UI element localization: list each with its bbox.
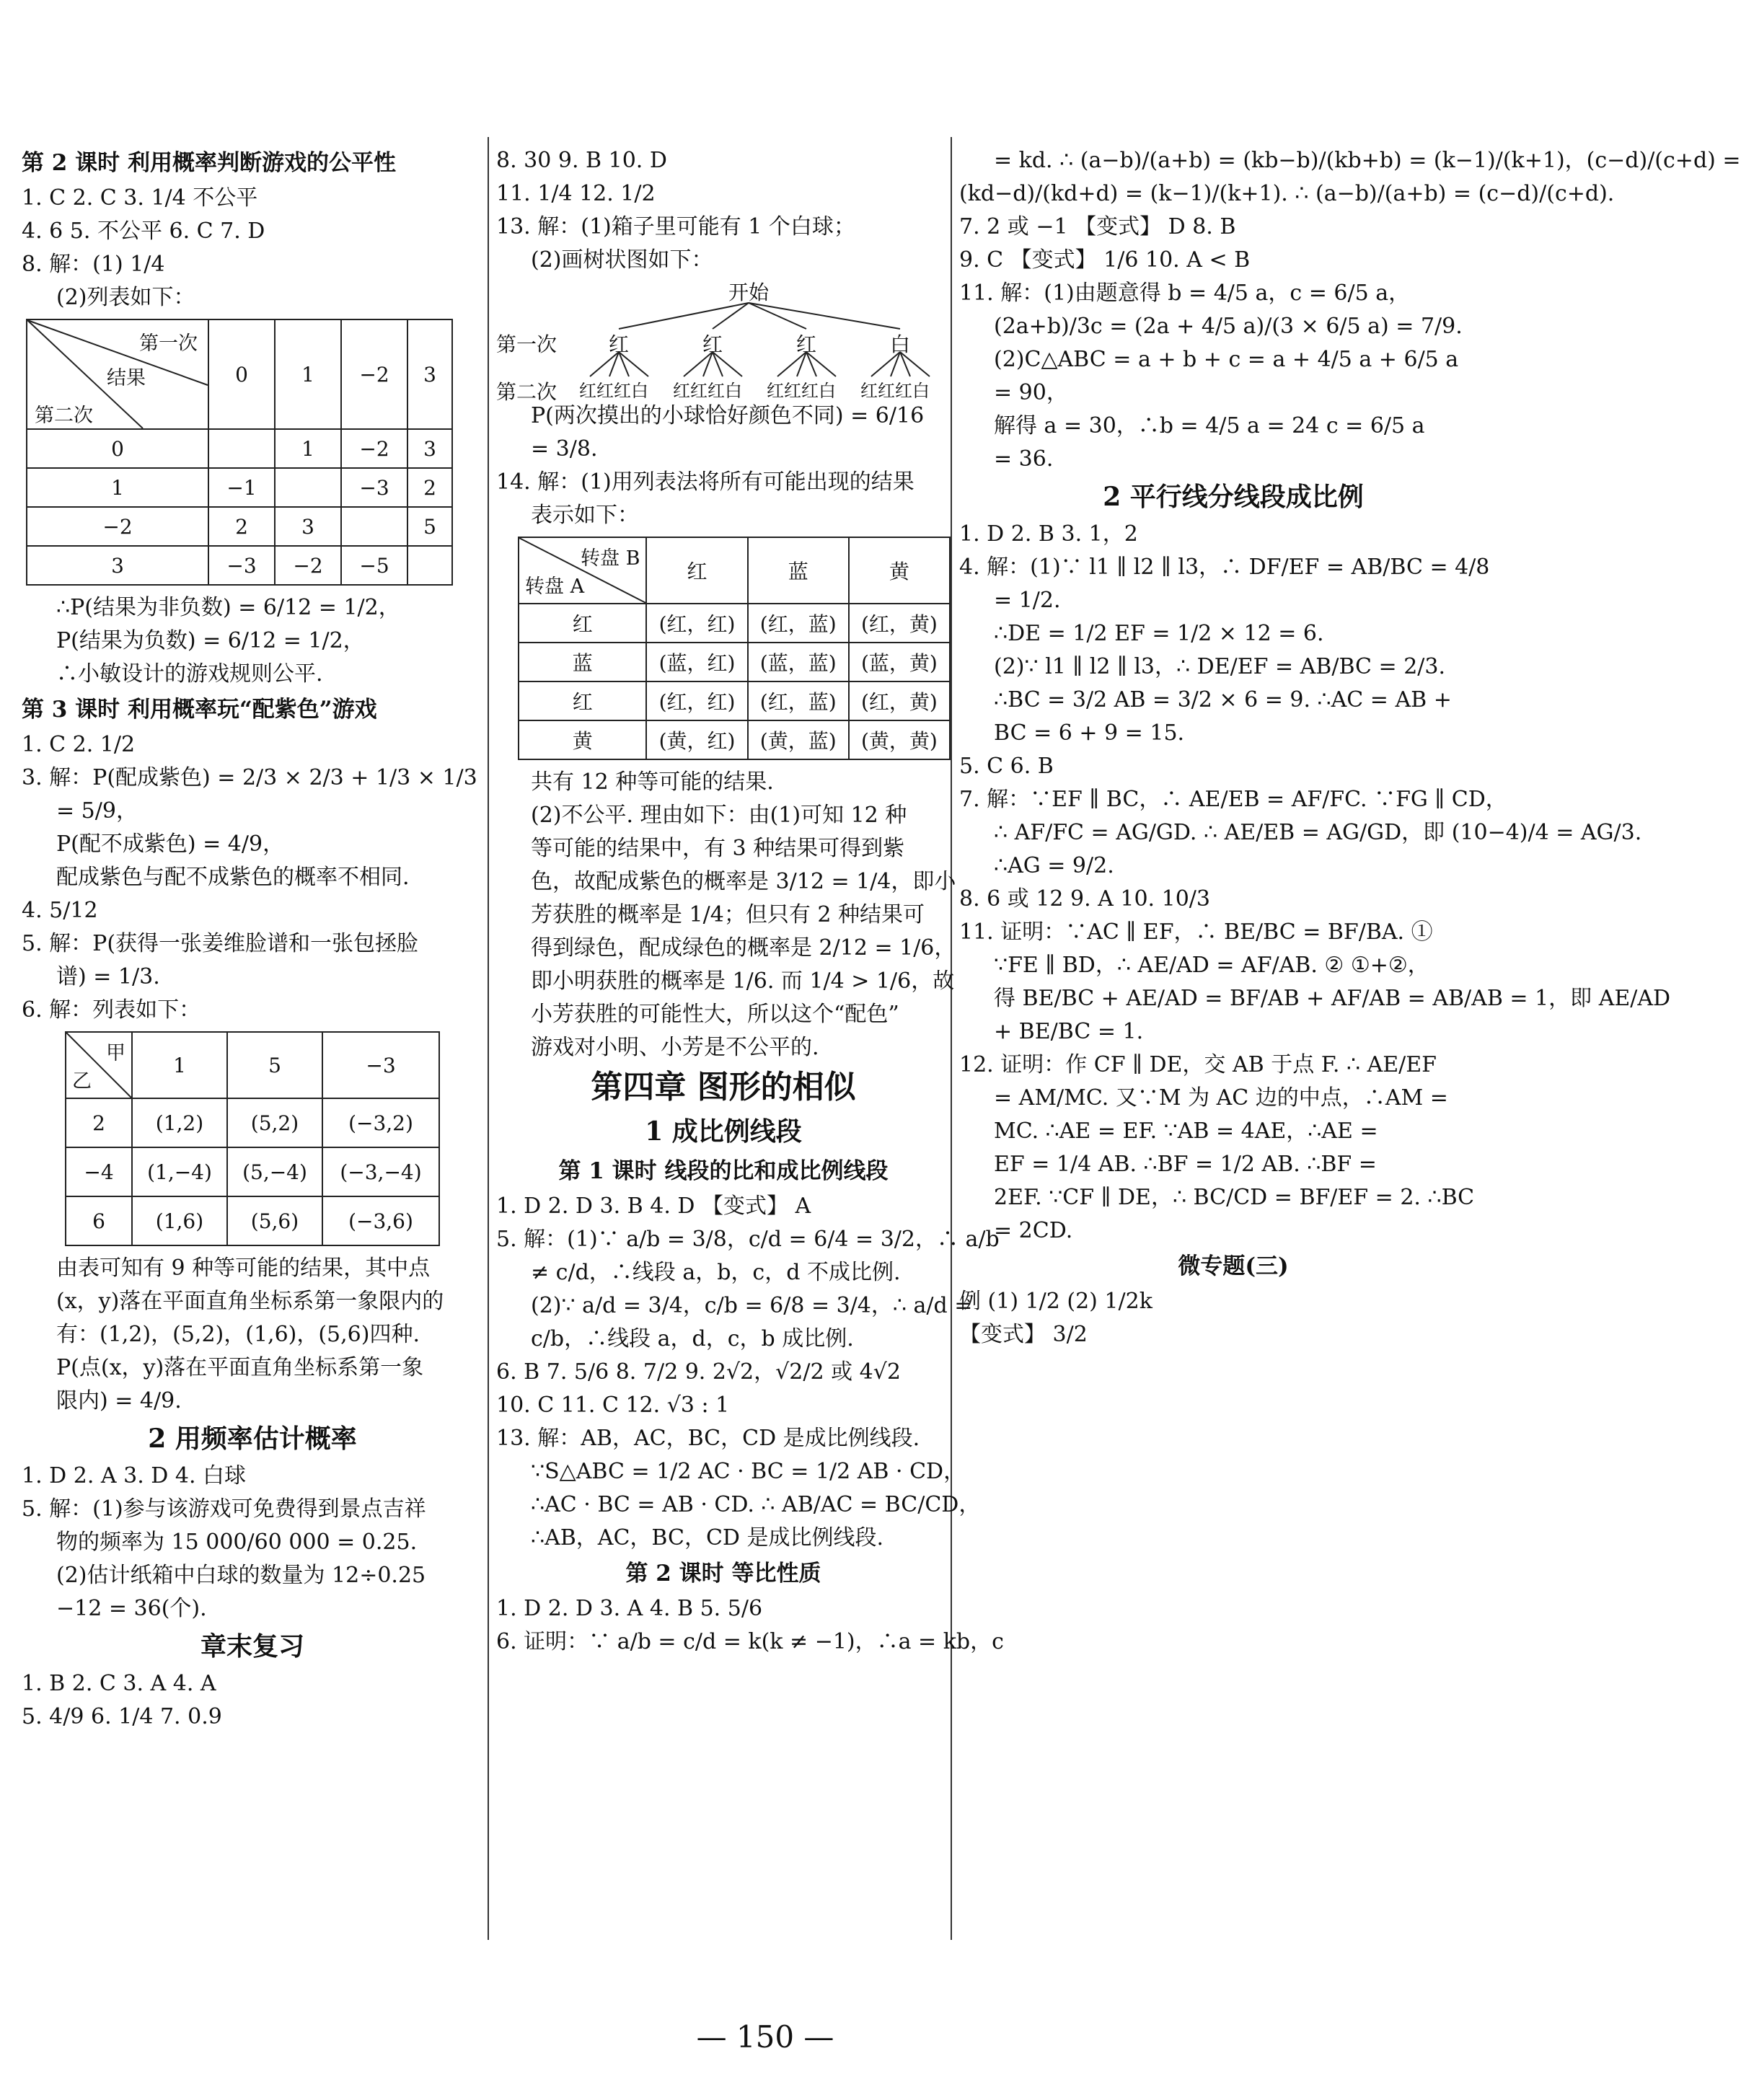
table-cell: (1,−4) bbox=[132, 1147, 227, 1196]
answer-line: 【变式】 3/2 bbox=[959, 1322, 1088, 1347]
answer-line: ∴AC · BC = AB · CD. ∴ AB/AC = BC/CD， bbox=[531, 1492, 981, 1517]
table-cell: −1 bbox=[208, 468, 275, 507]
table-cell: (蓝，蓝) bbox=[748, 643, 849, 681]
column-header: −2 bbox=[341, 319, 407, 429]
section-heading: 章末复习 bbox=[200, 1631, 304, 1662]
table-cell: (黄，黄) bbox=[849, 720, 950, 759]
result-table-2 bbox=[65, 1031, 440, 1246]
row-header: −4 bbox=[66, 1147, 132, 1196]
table-cell: (5,−4) bbox=[227, 1147, 322, 1196]
tree-level-label: 第一次 bbox=[496, 332, 557, 356]
answer-line: ∴BC = 3/2 AB = 3/2 × 6 = 9. ∴AC = AB + bbox=[994, 687, 1452, 712]
section-heading: 2 用频率估计概率 bbox=[148, 1424, 357, 1454]
table-row bbox=[66, 1196, 439, 1245]
table-cell: (−3,−4) bbox=[322, 1147, 439, 1196]
answer-line: 1. D 2. B 3. 1，2 bbox=[959, 521, 1138, 547]
column-header: 蓝 bbox=[748, 537, 849, 604]
section-heading: 第 3 课时 利用概率玩“配紫色”游戏 bbox=[22, 697, 377, 723]
answer-line: ∴P(结果为非负数) = 6/12 = 1/2， bbox=[56, 595, 400, 620]
answer-line: ∴DE = 1/2 EF = 1/2 × 12 = 6. bbox=[994, 621, 1324, 646]
answer-line: 1. C 2. 1/2 bbox=[22, 732, 136, 757]
answer-line: 3. 解：P(配成紫色) = 2/3 × 2/3 + 1/3 × 1/3 bbox=[22, 765, 477, 790]
answer-line: (x，y)落在平面直角坐标系第一象限内的 bbox=[56, 1289, 444, 1314]
table-cell: (红，黄) bbox=[849, 681, 950, 720]
tree-leaves: 红红红白 bbox=[673, 381, 742, 401]
answer-line: = kd. ∴ (a−b)/(a+b) = (kb−b)/(kb+b) = (k−1)/(k+1)，(c−d)/(c+d) = bbox=[994, 148, 1741, 173]
answer-line: 谱) = 1/3. bbox=[56, 964, 160, 989]
table-cell: 3 bbox=[407, 429, 452, 468]
table-cell: (红，黄) bbox=[849, 604, 950, 643]
answer-line: 8. 30 9. B 10. D bbox=[496, 148, 667, 173]
table-cell: (红，蓝) bbox=[748, 604, 849, 643]
answer-line: ∴AG = 9/2. bbox=[994, 853, 1114, 878]
answer-line: 表示如下： bbox=[531, 503, 639, 528]
tree-node: 红 bbox=[702, 332, 723, 356]
answer-line: 物的频率为 15 000/60 000 = 0.25. bbox=[56, 1530, 418, 1555]
table-cell: 3 bbox=[275, 507, 341, 546]
section-heading: 2 平行线分线段成比例 bbox=[1103, 482, 1364, 512]
table-row bbox=[27, 507, 452, 546]
table-cell: (1,2) bbox=[132, 1098, 227, 1147]
row-header: 3 bbox=[27, 546, 208, 585]
section-heading: 第 2 课时 等比性质 bbox=[625, 1561, 821, 1587]
answer-line: 2EF. ∵CF ∥ DE，∴ BC/CD = BF/EF = 2. ∴BC bbox=[994, 1185, 1475, 1210]
row-header: 红 bbox=[519, 604, 646, 643]
answer-line: 限内) = 4/9. bbox=[56, 1388, 182, 1413]
answer-line: 共有 12 种等可能的结果. bbox=[531, 769, 774, 795]
column-header: 0 bbox=[208, 319, 275, 429]
answer-line: = 36. bbox=[994, 446, 1054, 472]
table-row bbox=[66, 1147, 439, 1196]
answer-line: 4. 解：(1)∵ l1 ∥ l2 ∥ l3，∴ DF/EF = AB/BC = 4/8 bbox=[959, 555, 1490, 580]
answer-line: (2a+b)/3c = (2a + 4/5 a)/(3 × 6/5 a) = 7/9. bbox=[994, 314, 1463, 339]
table-cell: −5 bbox=[341, 546, 407, 585]
answer-line: 1. D 2. D 3. A 4. B 5. 5/6 bbox=[496, 1596, 763, 1621]
table-cell: −3 bbox=[208, 546, 275, 585]
answer-line: (2)∵ a/d = 3/4，c/b = 6/8 = 3/4，∴ a/d = bbox=[531, 1293, 973, 1318]
answer-line: 5. C 6. B bbox=[959, 754, 1054, 779]
answer-line: (2)C△ABC = a + b + c = a + 4/5 a + 6/5 a bbox=[994, 347, 1459, 372]
table-cell: −2 bbox=[341, 429, 407, 468]
answer-line: 5. 解：P(获得一张姜维脸谱和一张包拯脸 bbox=[22, 931, 419, 956]
answer-line: 由表可知有 9 种等可能的结果，其中点 bbox=[56, 1256, 431, 1281]
table-cell: (黄，蓝) bbox=[748, 720, 849, 759]
answer-line: 6. 证明：∵ a/b = c/d = k(k ≠ −1)，∴a = kb，c bbox=[496, 1629, 1004, 1654]
table-cell: (5,6) bbox=[227, 1196, 322, 1245]
column-2 bbox=[496, 144, 1004, 1659]
table-row bbox=[27, 546, 452, 585]
table-cell: 1 bbox=[275, 429, 341, 468]
answer-line: 配成紫色与配不成紫色的概率不相同. bbox=[56, 865, 410, 890]
result-table-1 bbox=[26, 319, 453, 586]
answer-line: = 1/2. bbox=[994, 588, 1061, 613]
row-header: 2 bbox=[66, 1098, 132, 1147]
answer-line: (2)∵ l1 ∥ l2 ∥ l3，∴ DE/EF = AB/BC = 2/3. bbox=[994, 654, 1446, 679]
tree-node: 红 bbox=[796, 332, 817, 356]
answer-line: MC. ∴AE = EF. ∵AB = 4AE，∴AE = bbox=[994, 1119, 1378, 1144]
answer-line: 例 (1) 1/2 (2) 1/2k bbox=[959, 1289, 1152, 1314]
table-cell: −3 bbox=[341, 468, 407, 507]
answer-line: ∴AB，AC，BC，CD 是成比例线段. bbox=[531, 1525, 884, 1550]
table-row bbox=[66, 1098, 439, 1147]
table-cell: (−3,6) bbox=[322, 1196, 439, 1245]
table-cell bbox=[208, 429, 275, 468]
row-header: 红 bbox=[519, 681, 646, 720]
section-heading: 1 成比例线段 bbox=[645, 1116, 802, 1147]
table-cell: (1,6) bbox=[132, 1196, 227, 1245]
row-header: 黄 bbox=[519, 720, 646, 759]
table-cell: (红，红) bbox=[646, 681, 747, 720]
chapter-title: 第四章 图形的相似 bbox=[591, 1069, 856, 1106]
answer-line: ≠ c/d，∴线段 a，b，c，d 不成比例. bbox=[531, 1260, 901, 1285]
answer-line: 色，故配成紫色的概率是 3/12 = 1/4，即小 bbox=[531, 869, 956, 894]
tree-leaves: 红红红白 bbox=[767, 381, 836, 401]
answer-line: 12. 证明：作 CF ∥ DE，交 AB 于点 F. ∴ AE/EF bbox=[959, 1052, 1437, 1077]
answer-line: 芳获胜的概率是 1/4；但只有 2 种结果可 bbox=[531, 902, 925, 927]
answer-line: 8. 6 或 12 9. A 10. 10/3 bbox=[959, 886, 1211, 912]
row-header: 0 bbox=[27, 429, 208, 468]
answer-line: ∴小敏设计的游戏规则公平. bbox=[56, 661, 323, 687]
table-cell: (蓝，黄) bbox=[849, 643, 950, 681]
table-cell bbox=[407, 546, 452, 585]
result-table-3 bbox=[518, 537, 951, 760]
answer-line: = 5/9， bbox=[56, 798, 138, 824]
answer-line: = 2CD. bbox=[994, 1218, 1073, 1243]
answer-line: 6. B 7. 5/6 8. 7/2 9. 2√2，√2/2 或 4√2 bbox=[496, 1359, 901, 1385]
row-header: 6 bbox=[66, 1196, 132, 1245]
header-bottom: 乙 bbox=[72, 1070, 92, 1093]
row-header: 蓝 bbox=[519, 643, 646, 681]
answer-line: 5. 解：(1)参与该游戏可免费得到景点吉祥 bbox=[22, 1496, 426, 1522]
column-1 bbox=[22, 144, 483, 1734]
answer-line: + BE/BC = 1. bbox=[994, 1019, 1144, 1044]
answer-line: 11. 1/4 12. 1/2 bbox=[496, 181, 656, 206]
table-cell: 5 bbox=[407, 507, 452, 546]
answer-line: 解得 a = 30，∴b = 4/5 a = 24 c = 6/5 a bbox=[994, 413, 1425, 438]
table-diagonal-header bbox=[27, 319, 208, 429]
answer-line: −12 = 36(个). bbox=[56, 1596, 207, 1621]
answer-line: 等可能的结果中，有 3 种结果可得到紫 bbox=[531, 836, 905, 861]
section-heading: 第 1 课时 线段的比和成比例线段 bbox=[558, 1158, 889, 1184]
answer-line: 1. D 2. D 3. B 4. D 【变式】 A bbox=[496, 1194, 811, 1219]
answer-line: P(点(x，y)落在平面直角坐标系第一象 bbox=[56, 1355, 424, 1380]
answer-line: 14. 解：(1)用列表法将所有可能出现的结果 bbox=[496, 469, 914, 495]
table-cell: (5,2) bbox=[227, 1098, 322, 1147]
table-cell: (红，红) bbox=[646, 604, 747, 643]
table-row bbox=[519, 643, 950, 681]
answer-line: 11. 证明：∵AC ∥ EF，∴ BE/BC = BF/BA. ① bbox=[959, 919, 1433, 945]
page-number: — 150 — bbox=[696, 2019, 834, 2055]
answer-line: 即小明获胜的概率是 1/6. 而 1/4 > 1/6，故 bbox=[531, 969, 955, 994]
answer-line: 11. 解：(1)由题意得 b = 4/5 a，c = 6/5 a， bbox=[959, 281, 1411, 306]
header-mid: 结果 bbox=[107, 367, 146, 389]
table-row bbox=[519, 604, 950, 643]
answer-line: 小芳获胜的可能性大，所以这个“配色” bbox=[531, 1002, 899, 1027]
answer-line: c/b，∴线段 a，d，c，b 成比例. bbox=[531, 1326, 854, 1351]
table-cell: (黄，红) bbox=[646, 720, 747, 759]
answer-line: = 90， bbox=[994, 380, 1068, 405]
answer-line: (2)画树状图如下： bbox=[531, 247, 713, 273]
answer-line: BC = 6 + 9 = 15. bbox=[994, 720, 1185, 746]
answer-line: 9. C 【变式】 1/6 10. A < B bbox=[959, 247, 1251, 273]
header-bottom: 第二次 bbox=[35, 405, 93, 427]
answer-line: ∵FE ∥ BD，∴ AE/AD = AF/AB. ② ①+②， bbox=[994, 953, 1429, 978]
column-header: 5 bbox=[227, 1032, 322, 1098]
answer-line: 10. C 11. C 12. √3 : 1 bbox=[496, 1393, 730, 1418]
header-top: 转盘 B bbox=[581, 547, 640, 570]
tree-leaves: 红红红白 bbox=[860, 381, 930, 401]
answer-line: 4. 6 5. 不公平 6. C 7. D bbox=[22, 219, 265, 244]
answer-line: = AM/MC. 又∵M 为 AC 边的中点，∴AM = bbox=[994, 1085, 1448, 1111]
tree-level-label: 第二次 bbox=[496, 380, 557, 404]
table-cell: (蓝，红) bbox=[646, 643, 747, 681]
column-divider-left bbox=[488, 137, 489, 1940]
answer-line: 8. 解：(1) 1/4 bbox=[22, 252, 165, 277]
header-top: 第一次 bbox=[139, 332, 198, 355]
answer-line: 7. 2 或 −1 【变式】 D 8. B bbox=[959, 214, 1236, 239]
answer-line: P(结果为负数) = 6/12 = 1/2， bbox=[56, 628, 365, 653]
answer-line: (2)不公平. 理由如下：由(1)可知 12 种 bbox=[531, 803, 907, 828]
answer-line: EF = 1/4 AB. ∴BF = 1/2 AB. ∴BF = bbox=[994, 1152, 1377, 1177]
table-row bbox=[519, 681, 950, 720]
tree-diagram bbox=[496, 277, 951, 404]
answer-line: 得到绿色，配成绿色的概率是 2/12 = 1/6， bbox=[531, 935, 956, 961]
table-diagonal-header bbox=[519, 537, 646, 604]
table-row bbox=[27, 468, 452, 507]
answer-line: 1. D 2. A 3. D 4. 白球 bbox=[22, 1463, 247, 1488]
table-row bbox=[519, 720, 950, 759]
table-cell: 2 bbox=[407, 468, 452, 507]
answer-line: (kd−d)/(kd+d) = (k−1)/(k+1). ∴ (a−b)/(a+b) = (c−d)/(c+d). bbox=[959, 181, 1615, 206]
table-cell: (红，蓝) bbox=[748, 681, 849, 720]
table-diagonal-header bbox=[66, 1032, 132, 1098]
answer-line: 5. 解：(1)∵ a/b = 3/8，c/d = 6/4 = 3/2，∴ a/b bbox=[496, 1227, 1000, 1252]
answer-line: ∴ AF/FC = AG/GD. ∴ AE/EB = AG/GD，即 (10−4)/4 = AG/3. bbox=[994, 820, 1642, 845]
column-3 bbox=[959, 144, 1741, 1351]
column-header: 1 bbox=[132, 1032, 227, 1098]
answer-line: 游戏对小明、小芳是不公平的. bbox=[531, 1035, 819, 1060]
tree-node: 红 bbox=[609, 332, 630, 356]
table-row bbox=[27, 429, 452, 468]
tree-leaves: 红红红白 bbox=[579, 381, 648, 401]
row-header: −2 bbox=[27, 507, 208, 546]
section-heading: 微专题(三) bbox=[1178, 1253, 1289, 1279]
table-cell: −2 bbox=[275, 546, 341, 585]
answer-line: 1. C 2. C 3. 1/4 不公平 bbox=[22, 185, 258, 211]
answer-line: 得 BE/BC + AE/AD = BF/AB + AF/AB = AB/AB = 1，即 AE/AD bbox=[994, 986, 1671, 1011]
answer-line: (2)列表如下： bbox=[56, 285, 195, 310]
answer-line: = 3/8. bbox=[531, 436, 598, 462]
header-top: 甲 bbox=[106, 1042, 125, 1064]
table-cell bbox=[275, 468, 341, 507]
table-cell: 2 bbox=[208, 507, 275, 546]
table-cell bbox=[341, 507, 407, 546]
answer-line: 1. B 2. C 3. A 4. A bbox=[22, 1671, 216, 1696]
section-heading: 第 2 课时 利用概率判断游戏的公平性 bbox=[22, 150, 396, 176]
row-header: 1 bbox=[27, 468, 208, 507]
answer-line: P(两次摸出的小球恰好颜色不同) = 6/16 bbox=[531, 403, 925, 428]
answer-line: 13. 解：(1)箱子里可能有 1 个白球； bbox=[496, 214, 855, 239]
answer-line: 4. 5/12 bbox=[22, 898, 98, 923]
column-divider-right bbox=[951, 137, 952, 1940]
tree-node: 白 bbox=[890, 332, 911, 356]
answer-line: 5. 4/9 6. 1/4 7. 0.9 bbox=[22, 1704, 222, 1729]
answer-line: P(配不成紫色) = 4/9， bbox=[56, 831, 285, 857]
answer-line: 13. 解：AB，AC，BC，CD 是成比例线段. bbox=[496, 1426, 920, 1451]
answer-line: (2)估计纸箱中白球的数量为 12÷0.25 bbox=[56, 1563, 426, 1588]
column-header: 黄 bbox=[849, 537, 950, 604]
answer-line: 6. 解：列表如下： bbox=[22, 997, 201, 1023]
answer-line: 7. 解：∵EF ∥ BC，∴ AE/EB = AF/FC. ∵FG ∥ CD， bbox=[959, 787, 1507, 812]
answer-line: ∵S△ABC = 1/2 AC · BC = 1/2 AB · CD， bbox=[531, 1459, 966, 1484]
header-bottom: 转盘 A bbox=[525, 575, 585, 598]
tree-root: 开始 bbox=[728, 281, 770, 304]
column-header: 3 bbox=[407, 319, 452, 429]
column-header: 1 bbox=[275, 319, 341, 429]
answer-line: 有：(1,2)，(5,2)，(1,6)，(5,6)四种. bbox=[56, 1322, 420, 1347]
column-header: 红 bbox=[646, 537, 747, 604]
column-header: −3 bbox=[322, 1032, 439, 1098]
table-cell: (−3,2) bbox=[322, 1098, 439, 1147]
